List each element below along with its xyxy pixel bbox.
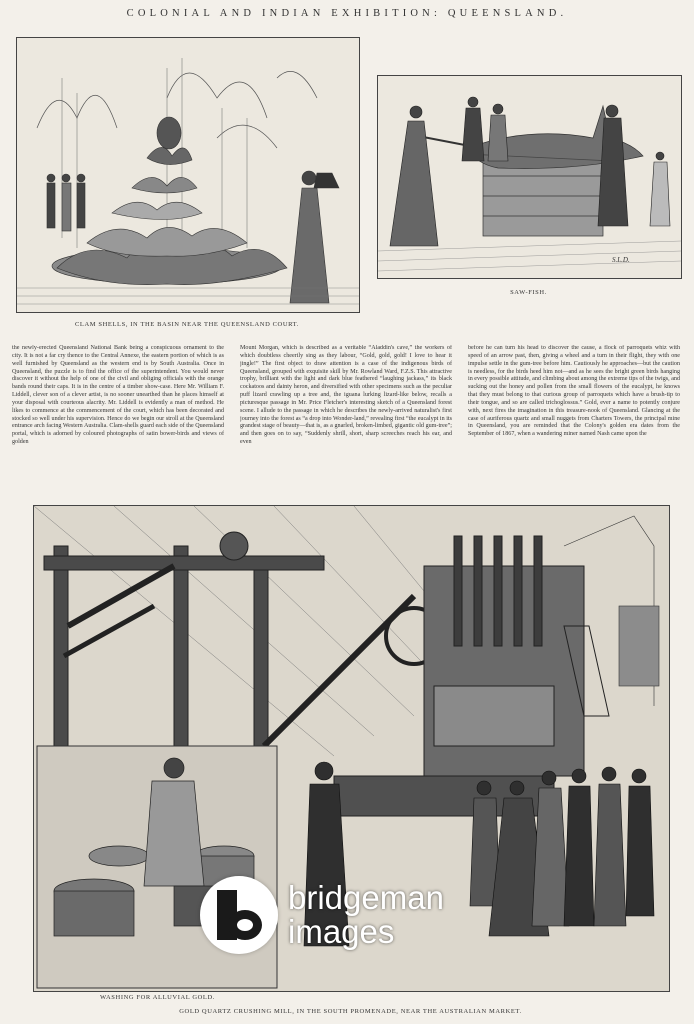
clam-shells-drawing — [17, 38, 359, 312]
page-header: COLONIAL AND INDIAN EXHIBITION: QUEENSLAND. — [126, 8, 568, 19]
article-columns — [12, 345, 682, 485]
saw-fish-engraving — [377, 75, 682, 279]
crushing-mill-caption: GOLD QUARTZ CRUSHING MILL, IN THE SOUTH PROMENADE, NEAR THE AUSTRALIAN MARKET. — [179, 1008, 522, 1015]
clam-shells-caption: CLAM SHELLS, IN THE BASIN NEAR THE QUEENSLAND COURT. — [74, 321, 299, 328]
article-column-2: Mount Morgan, which is described as a veritable “Aladdin's cave,” the workers of which doubtless cheerily sing as they labour, “Gold, gold, gold! I love to hear it jingle!” The first object to draw attention is a case of the indigenous birds of Queensland, grouped with exquisite skill by Mr. Rowland Ward, F.Z.S. This attractive trophy, brilliant with the light and dark blue feathered “laughing jackass,” its black cockatoos and dainty heron, and diversified with other specimens such as the peculiar puff lizard crawling up a tree and, the iguana lurking lizard-like below, recalls a picturesque passage in Mr. Price Fletcher's interesting sketch of a Queensland forest scene. I allude to the passage in which he describes the newly-arrived naturalist's first journey into the forest as “a drop into Wonder-land,” revealing first “the eucalypt in its grandest stage of beauty—that is, as a gnarled, broken-limbed, gigantic old gum-tree”; and then goes on to say, “Suddenly shrill, short, sharp screeches reach his ear, and even — [240, 345, 452, 446]
washing-alluvial-gold-caption: WASHING FOR ALLUVIAL GOLD. — [100, 994, 216, 1001]
bridgeman-logo-icon — [200, 876, 278, 954]
watermark-line-1: bridgeman — [288, 879, 444, 916]
saw-fish-drawing — [378, 76, 681, 278]
article-column-1: the newly-erected Queensland National Bank being a conspicuous ornament to the city. It is not a far cry thence to the Central Annexe, the eastern portion of which is as well furnished by Queensland as the western end is by South Australia. Once in Queensland, the puzzle is to find the office of the superintendent. You would never discover it without the help of one of the civil and obliging officials with the orange bands round their caps. It is in the centre of a timber show-case. Here Mr. William F. Liddell, clever son of a clever artist, is no sooner unearthed than he places himself at your disposal with courteous alacrity. Mr. Liddell is evidently a man of method. He likes to commence at the commencement of the court, which has been decorated and stocked so well under his supervision. Hence do we begin our stroll at the Queensland entrance arch facing Western Australia. Clam-shells guard each side of the Queensland portal, which is adorned by coloured photographs of satin bower-birds and views of golden — [12, 345, 224, 446]
article-column-3: before he can turn his head to discover the cause, a flock of parroquets whiz with speed of an arrow past, then, giving a wheel and a turn in their flight, they with one impulse settle in the gum-tree before him. Cautiously he approaches—but the caution is needless, for the birds heed him not—and as he sees the bright green birds hanging in every possible attitude, and climbing about among the extreme tips of the twigs, and sucking out the honey and pollen from the small flowers of the eucalypt, he knows that they must belong to that curious group of parroquets which have a brush-tip to their tongue, and so are called trichoglossus.” Gold, ever a name to potently conjure with, next fires the imagination in this treasure-nook of Queensland. Glancing at the case of auriferous quartz and small nuggets from Charters Towers, the principal mine in Queensland, you are reminded that the Colony's golden era dates from the September of 1867, when a wandering miner named Nash came upon the — [468, 345, 680, 438]
watermark-line-2: images — [288, 913, 395, 950]
clam-shells-engraving — [16, 37, 360, 313]
saw-fish-signature: S.L.D. — [612, 256, 630, 264]
saw-fish-caption: SAW-FISH. — [510, 289, 547, 296]
bridgeman-watermark — [200, 870, 530, 960]
